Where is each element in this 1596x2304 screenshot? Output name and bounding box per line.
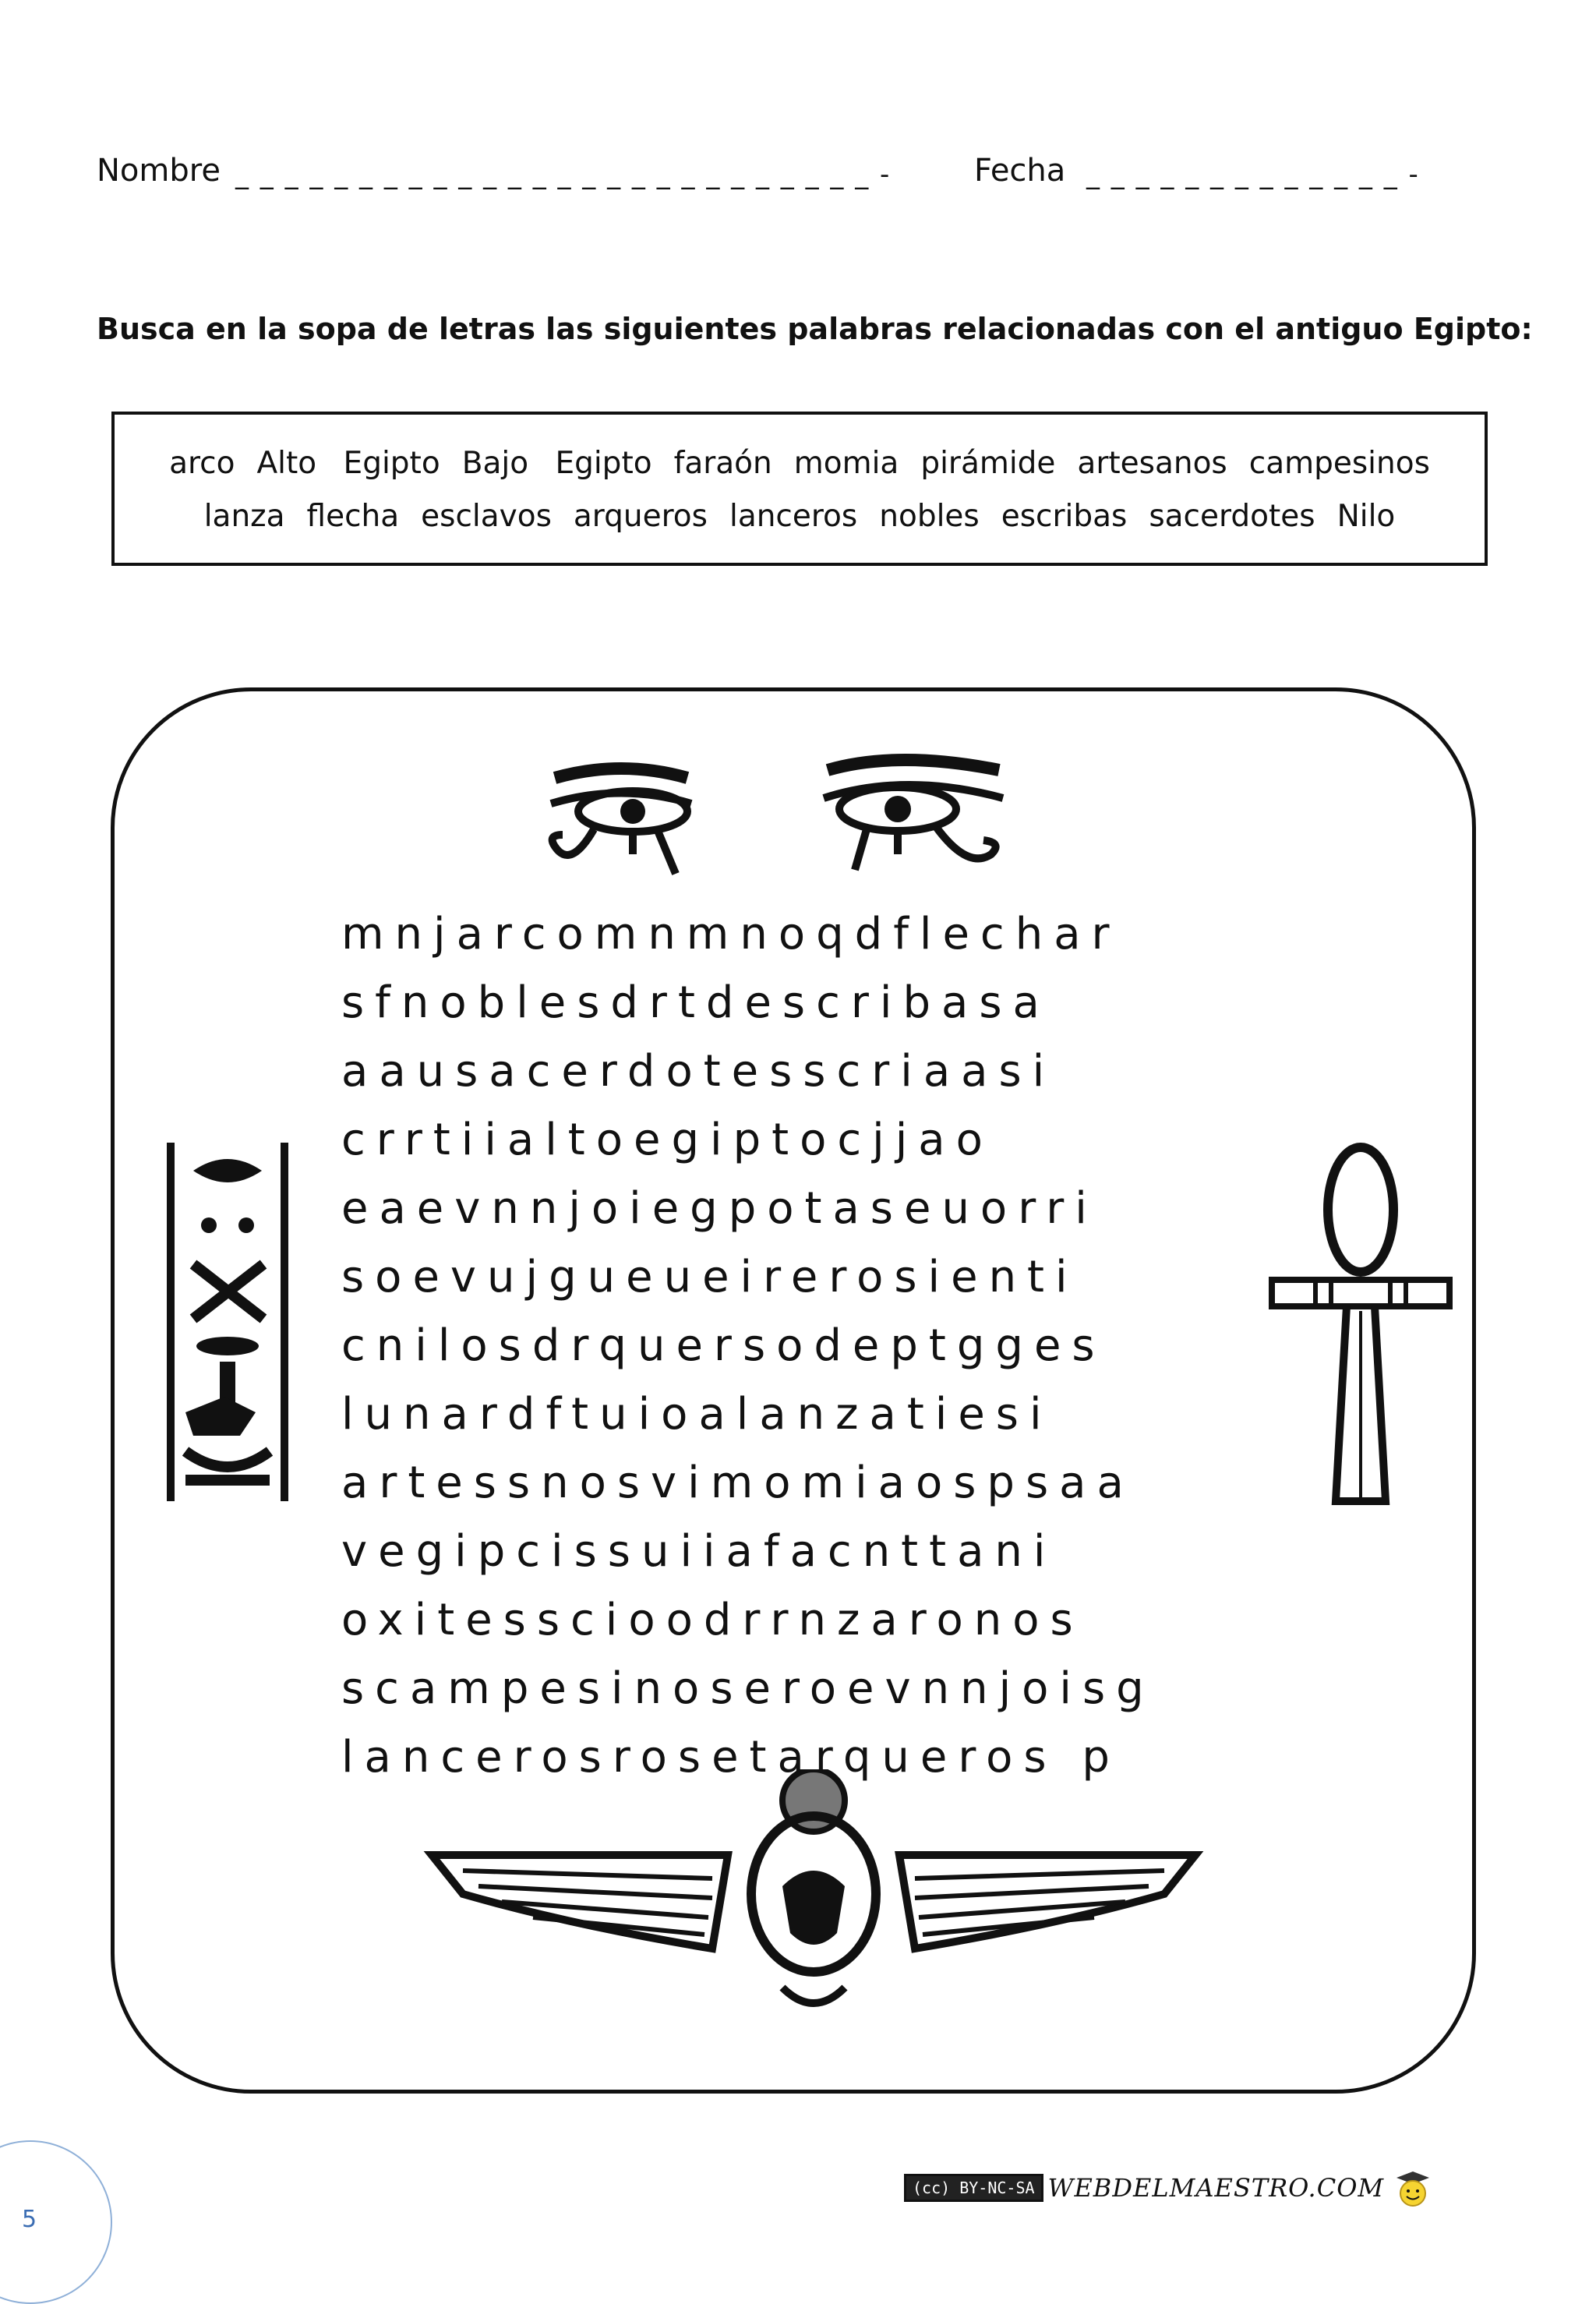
word-list-item: lanceros xyxy=(729,499,858,534)
word-list-line-2 xyxy=(115,499,1485,534)
hieroglyph-column-icon xyxy=(162,1140,293,1506)
cc-license-badge: (cc) BY-NC-SA xyxy=(904,2174,1043,2202)
word-list-item: escribas xyxy=(1001,499,1128,534)
word-list-item: Nilo xyxy=(1336,499,1396,534)
word-list-item: nobles xyxy=(879,499,980,534)
grid-row: crrtiialtoegiptocjjao xyxy=(341,1115,994,1165)
name-label: Nombre xyxy=(97,153,221,189)
word-list-item: arco xyxy=(169,446,235,481)
grid-row: lunardftuioalanzatiesi xyxy=(341,1389,1053,1440)
word-list-line-1 xyxy=(115,446,1485,481)
site-name: WEBDELMAESTRO.COM xyxy=(1047,2173,1385,2203)
word-list-item: artesanos xyxy=(1077,446,1227,481)
word-list-item: Bajo Egipto xyxy=(461,446,652,481)
grid-row: mnjarcomnmnoqdflechar xyxy=(341,909,1121,959)
date-label: Fecha xyxy=(974,153,1066,189)
eye-of-horus-right-icon xyxy=(820,753,1007,885)
page-number-circle xyxy=(0,2140,112,2304)
footer-logo xyxy=(904,2168,1434,2207)
word-list-item: flecha xyxy=(306,499,400,534)
grid-row: scampesinoseroevnnjoisg xyxy=(341,1663,1155,1714)
word-list-item: lanza xyxy=(203,499,285,534)
grid-row: oxitesscioodrrnzaronos xyxy=(341,1595,1084,1645)
instruction-text: Busca en la sopa de letras las siguientes palabras relacionadas con el antiguo Egipto: xyxy=(97,312,1533,346)
page-number: 5 xyxy=(22,2206,37,2233)
grid-row: cnilosdrquersodeptgges xyxy=(341,1320,1106,1371)
word-list-item: esclavos xyxy=(421,499,552,534)
date-field[interactable]: _ _ _ _ _ _ _ _ _ _ _ _ _ - xyxy=(1086,159,1420,190)
word-list-box xyxy=(111,412,1488,566)
word-list-item: arqueros xyxy=(573,499,708,534)
grid-row: lancerosrosetarqueros p xyxy=(341,1732,1121,1783)
grid-row: eaevnnjoiegpotaseuorri xyxy=(341,1183,1098,1234)
grid-row: artessnosvimomiaospsaa xyxy=(341,1458,1135,1508)
grid-row: sfnoblesdrtdescribasa xyxy=(341,977,1050,1028)
word-list-item: momia xyxy=(793,446,899,481)
word-list-item: Alto Egipto xyxy=(256,446,440,481)
name-field[interactable]: _ _ _ _ _ _ _ _ _ _ _ _ _ _ _ _ _ _ _ _ _ _ _ _ _ _ - xyxy=(235,159,892,190)
word-list-item: sacerdotes xyxy=(1149,499,1315,534)
word-list-item: pirámide xyxy=(920,446,1056,481)
smiley-graduate-icon xyxy=(1392,2168,1434,2207)
word-list-item: campesinos xyxy=(1248,446,1430,481)
winged-scarab-icon xyxy=(416,1769,1211,2034)
ankh-icon xyxy=(1269,1140,1453,1506)
eye-of-horus-left-icon xyxy=(547,761,695,885)
word-list-item: faraón xyxy=(673,446,772,481)
grid-row: vegipcissuiiafacnttani xyxy=(341,1526,1057,1577)
grid-row: aausacerdotesscriaasi xyxy=(341,1046,1056,1097)
grid-row: soevujgueueirerosienti xyxy=(341,1252,1079,1302)
